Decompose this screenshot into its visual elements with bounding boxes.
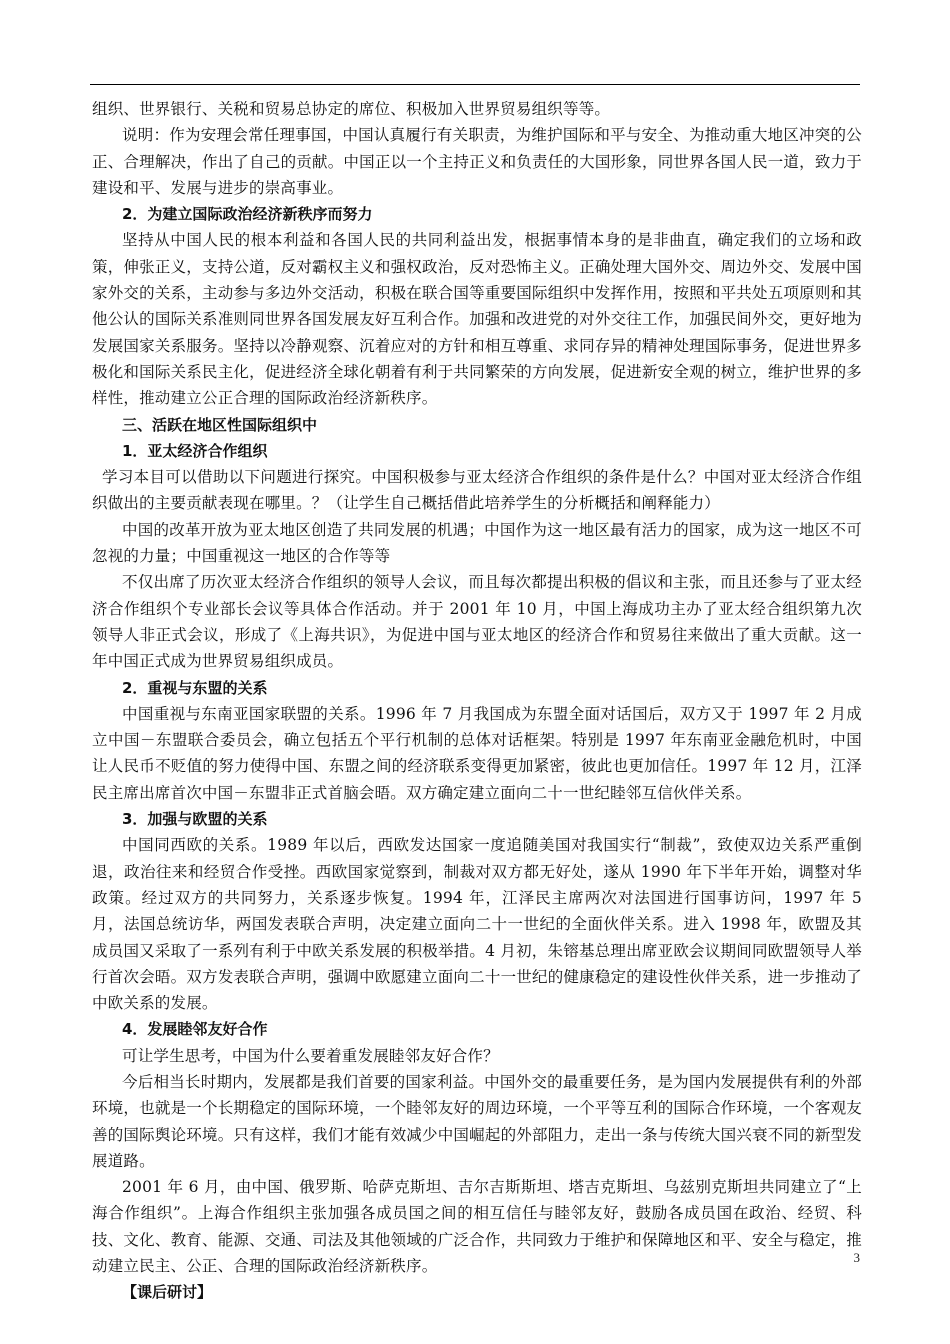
heading-neighborly: 4．发展睦邻友好合作 [122, 1020, 268, 1039]
paragraph-eu: 中国同西欧的关系。1989 年以后，西欧发达国家一度追随美国对我国实行“制裁”，致使双边关系严重倒退，政治往来和经贸合作受挫。西欧国家觉察到，制裁对双方都无好处，遂从 1990 年下半年开始，调整对华政策。经过双方的共同努力，关系逐步恢复。1994 年，江泽民主席两次对法国进行国事访问，1997 年 5 月，法国总统访华，两国发表联合声明，决定建立面向二十一世纪的全面伙伴关系。进入 1998 年，欧盟及其成员国又采取了一系列有利于中欧关系发展的积极举措。4 月初，朱镕基总理出席亚欧会议期间同欧盟领导人举行首次会晤。双方发表联合声明，强调中欧愿建立面向二十一世纪的健康稳定的建设性伙伴关系，进一步推动了中欧关系的发展。 [92, 836, 862, 1013]
heading-eu: 3．加强与欧盟的关系 [122, 810, 268, 829]
paragraph-foreign-policy: 坚持从中国人民的根本利益和各国人民的共同利益出发，根据事情本身的是非曲直，确定我们的立场和政策，伸张正义，支持公道，反对霸权主义和强权政治，反对恐怖主义。正确处理大国外交、周边外交、发展中国家外交的关系，主动参与多边外交活动，积极在联合国等重要国际组织中发挥作用，按照和平共处五项原则和其他公认的国际关系准则同世界各国发展友好互利合作。加强和改进党的对外交往工作，加强民间外交，更好地为发展国家关系服务。坚持以冷静观察、沉着应对的方针和相互尊重、求同存异的精神处理国际事务，促进世界多极化和国际关系民主化，促进经济全球化朝着有利于共同繁荣的方向发展，促进新安全观的树立，维护世界的多样性，推动建立公正合理的国际政治经济新秩序。 [92, 231, 862, 408]
heading-apec: 1．亚太经济合作组织 [122, 441, 268, 460]
paragraph-note: 说明：作为安理会常任理事国，中国认真履行有关职责，为维护国际和平与安全、为推动重大地区冲突的公正、合理解决，作出了自己的贡献。中国正以一个主持正义和负责任的大国形象，同世界各国人民一道，致力于建设和平、发展与进步的崇高事业。 [92, 126, 862, 197]
paragraph-neighborly-question: 可让学生思考，中国为什么要着重发展睦邻友好合作？ [122, 1046, 499, 1065]
heading-regional-organizations: 三、活跃在地区性国际组织中 [122, 415, 318, 434]
paragraph-apec-questions: 学习本目可以借助以下问题进行探究。中国积极参与亚太经济合作组织的条件是什么？中国对亚太经济合作组织做出的主要贡献表现在哪里。？（让学生自己概括借此培养学生的分析概括和阐释能力） [92, 468, 862, 513]
heading-new-order: 2．为建立国际政治经济新秩序而努力 [122, 205, 373, 224]
paragraph-sco: 2001 年 6 月，由中国、俄罗斯、哈萨克斯坦、吉尔吉斯斯坦、塔吉克斯坦、乌兹别克斯坦共同建立了“上海合作组织”。上海合作组织主张加强各成员国之间的相互信任与睦邻友好，鼓励各成员国在政治、经贸、科技、文化、教育、能源、交通、司法及其他领域的广泛合作，共同致力于维护和保障地区和平、安全与稳定，推动建立民主、公正、合理的国际政治经济新秩序。 [92, 1178, 862, 1276]
heading-after-class: 【课后研讨】 [122, 1283, 213, 1302]
paragraph-apec-answer: 中国的改革开放为亚太地区创造了共同发展的机遇；中国作为这一地区最有活力的国家，成为这一地区不可忽视的力量；中国重视这一地区的合作等等 [92, 520, 862, 566]
paragraph-apec-contribution: 不仅出席了历次亚太经济合作组织的领导人会议，而且每次都提出积极的倡议和主张，而且还参与了亚太经济合作组织个专业部长会议等具体合作活动。并于 2001 年 10 月，中国上海成功主办了亚太经合组织第九次领导人非正式会议，形成了《上海共识》，为促进中国与亚太地区的经济合作和贸易往来做出了重大贡献。这一年中国正式成为世界贸易组织成员。 [92, 573, 862, 671]
paragraph-asean: 中国重视与东南亚国家联盟的关系。1996 年 7 月我国成为东盟全面对话国后，双方又于 1997 年 2 月成立中国－东盟联合委员会，确立包括五个平行机制的总体对话框架。特别是 1997 年东南亚金融危机时，中国让人民币不贬值的努力使得中国、东盟之间的经济联系变得更加紧密，彼此也更加信任。1997 年 12 月，江泽民主席出席首次中国－东盟非正式首脑会晤。双方确定建立面向二十一世纪睦邻互信伙伴关系。 [92, 704, 862, 802]
page-content [92, 96, 862, 1306]
page-number: 3 [853, 1250, 860, 1265]
paragraph-continuation: 组织、世界银行、关税和贸易总协定的席位、积极加入世界贸易组织等等。 [92, 100, 611, 118]
paragraph-neighborly-answer: 今后相当长时期内，发展都是我们首要的国家利益。中国外交的最重要任务，是为国内发展提供有利的外部环境，也就是一个长期稳定的国际环境，一个睦邻友好的周边环境，一个平等互利的国际合作环境，一个客观友善的国际舆论环境。只有这样，我们才能有效减少中国崛起的外部阻力，走出一条与传统大国兴衰不同的新型发展道路。 [92, 1072, 862, 1170]
header-rule [90, 84, 860, 85]
heading-asean: 2．重视与东盟的关系 [122, 678, 268, 697]
